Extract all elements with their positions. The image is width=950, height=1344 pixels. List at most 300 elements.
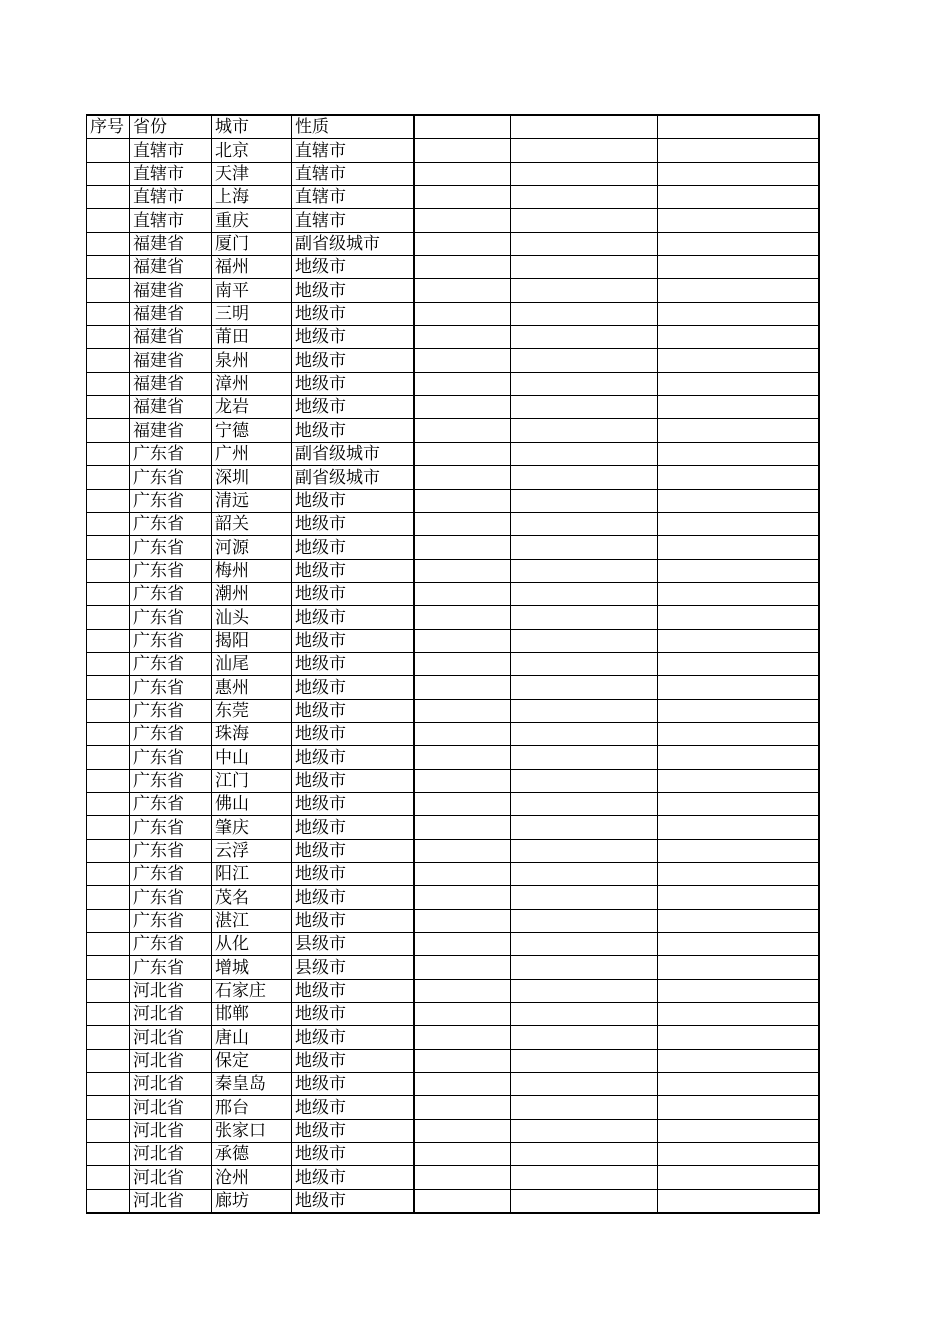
cell-province[interactable]: 福建省: [130, 372, 212, 395]
cell-index[interactable]: [87, 536, 130, 559]
cell-empty[interactable]: [658, 209, 819, 232]
cell-city[interactable]: 云浮: [212, 839, 292, 862]
cell-empty[interactable]: [511, 442, 658, 465]
cell-index[interactable]: [87, 466, 130, 489]
cell-empty[interactable]: [414, 886, 511, 909]
cell-province[interactable]: 河北省: [130, 1026, 212, 1049]
cell-empty[interactable]: [511, 816, 658, 839]
cell-empty[interactable]: [414, 863, 511, 886]
cell-empty[interactable]: [511, 746, 658, 769]
cell-type[interactable]: 性质: [292, 115, 414, 139]
cell-province[interactable]: 广东省: [130, 839, 212, 862]
cell-empty[interactable]: [414, 536, 511, 559]
cell-type[interactable]: 地级市: [292, 652, 414, 675]
cell-empty[interactable]: [511, 302, 658, 325]
cell-type[interactable]: 地级市: [292, 1096, 414, 1119]
cell-index[interactable]: [87, 676, 130, 699]
cell-empty[interactable]: [511, 933, 658, 956]
cell-province[interactable]: 直辖市: [130, 186, 212, 209]
cell-city[interactable]: 河源: [212, 536, 292, 559]
cell-empty[interactable]: [414, 1003, 511, 1026]
cell-empty[interactable]: [511, 1166, 658, 1189]
cell-empty[interactable]: [511, 536, 658, 559]
cell-empty[interactable]: [414, 1049, 511, 1072]
cell-empty[interactable]: [511, 863, 658, 886]
cell-empty[interactable]: [414, 466, 511, 489]
cell-empty[interactable]: [658, 1049, 819, 1072]
cell-empty[interactable]: [658, 1143, 819, 1166]
cell-index[interactable]: [87, 909, 130, 932]
cell-type[interactable]: 地级市: [292, 396, 414, 419]
cell-empty[interactable]: [414, 909, 511, 932]
cell-city[interactable]: 东莞: [212, 699, 292, 722]
cell-province[interactable]: 河北省: [130, 1049, 212, 1072]
cell-city[interactable]: 佛山: [212, 792, 292, 815]
cell-city[interactable]: 揭阳: [212, 629, 292, 652]
cell-empty[interactable]: [414, 1026, 511, 1049]
cell-empty[interactable]: [658, 466, 819, 489]
cell-type[interactable]: 副省级城市: [292, 466, 414, 489]
cell-empty[interactable]: [511, 1096, 658, 1119]
cell-province[interactable]: 广东省: [130, 699, 212, 722]
cell-type[interactable]: 地级市: [292, 512, 414, 535]
cell-city[interactable]: 邯郸: [212, 1003, 292, 1026]
cell-empty[interactable]: [414, 512, 511, 535]
cell-empty[interactable]: [414, 652, 511, 675]
cell-type[interactable]: 地级市: [292, 582, 414, 605]
cell-empty[interactable]: [414, 1189, 511, 1213]
cell-empty[interactable]: [414, 349, 511, 372]
cell-index[interactable]: [87, 839, 130, 862]
cell-empty[interactable]: [414, 372, 511, 395]
cell-index[interactable]: [87, 933, 130, 956]
cell-index[interactable]: [87, 1003, 130, 1026]
cell-city[interactable]: 阳江: [212, 863, 292, 886]
cell-type[interactable]: 地级市: [292, 349, 414, 372]
cell-province[interactable]: 河北省: [130, 1096, 212, 1119]
cell-empty[interactable]: [414, 1166, 511, 1189]
cell-empty[interactable]: [658, 839, 819, 862]
cell-province[interactable]: 广东省: [130, 652, 212, 675]
cell-index[interactable]: [87, 886, 130, 909]
cell-city[interactable]: 唐山: [212, 1026, 292, 1049]
cell-city[interactable]: 石家庄: [212, 979, 292, 1002]
cell-province[interactable]: 广东省: [130, 629, 212, 652]
cell-type[interactable]: 地级市: [292, 326, 414, 349]
cell-empty[interactable]: [511, 489, 658, 512]
cell-empty[interactable]: [511, 1119, 658, 1142]
cell-empty[interactable]: [658, 256, 819, 279]
cell-empty[interactable]: [658, 489, 819, 512]
cell-empty[interactable]: [511, 839, 658, 862]
cell-index[interactable]: [87, 1143, 130, 1166]
cell-province[interactable]: 福建省: [130, 326, 212, 349]
cell-index[interactable]: [87, 279, 130, 302]
cell-empty[interactable]: [511, 349, 658, 372]
cell-empty[interactable]: [511, 419, 658, 442]
cell-empty[interactable]: [414, 559, 511, 582]
cell-city[interactable]: 清远: [212, 489, 292, 512]
cell-empty[interactable]: [511, 676, 658, 699]
cell-province[interactable]: 河北省: [130, 1189, 212, 1213]
cell-index[interactable]: [87, 1096, 130, 1119]
cell-city[interactable]: 南平: [212, 279, 292, 302]
cell-empty[interactable]: [414, 956, 511, 979]
cell-empty[interactable]: [658, 139, 819, 162]
cell-city[interactable]: 张家口: [212, 1119, 292, 1142]
cell-empty[interactable]: [511, 1049, 658, 1072]
cell-empty[interactable]: [414, 769, 511, 792]
cell-city[interactable]: 茂名: [212, 886, 292, 909]
cell-city[interactable]: 城市: [212, 115, 292, 139]
cell-type[interactable]: 地级市: [292, 979, 414, 1002]
cell-empty[interactable]: [414, 209, 511, 232]
cell-empty[interactable]: [511, 629, 658, 652]
cell-province[interactable]: 广东省: [130, 489, 212, 512]
cell-empty[interactable]: [658, 722, 819, 745]
cell-type[interactable]: 地级市: [292, 816, 414, 839]
cell-city[interactable]: 潮州: [212, 582, 292, 605]
cell-index[interactable]: [87, 629, 130, 652]
cell-province[interactable]: 广东省: [130, 956, 212, 979]
cell-type[interactable]: 地级市: [292, 372, 414, 395]
cell-province[interactable]: 广东省: [130, 886, 212, 909]
cell-empty[interactable]: [658, 232, 819, 255]
cell-index[interactable]: [87, 1073, 130, 1096]
cell-empty[interactable]: [511, 1026, 658, 1049]
cell-index[interactable]: [87, 652, 130, 675]
cell-empty[interactable]: [511, 559, 658, 582]
cell-province[interactable]: 广东省: [130, 606, 212, 629]
cell-empty[interactable]: [511, 139, 658, 162]
cell-index[interactable]: [87, 256, 130, 279]
cell-empty[interactable]: [511, 769, 658, 792]
cell-type[interactable]: 地级市: [292, 629, 414, 652]
cell-empty[interactable]: [658, 792, 819, 815]
cell-type[interactable]: 地级市: [292, 909, 414, 932]
cell-city[interactable]: 江门: [212, 769, 292, 792]
cell-city[interactable]: 廊坊: [212, 1189, 292, 1213]
cell-empty[interactable]: [414, 722, 511, 745]
cell-empty[interactable]: [511, 699, 658, 722]
cell-empty[interactable]: [414, 676, 511, 699]
cell-empty[interactable]: [414, 419, 511, 442]
cell-city[interactable]: 肇庆: [212, 816, 292, 839]
cell-type[interactable]: 地级市: [292, 1119, 414, 1142]
cell-index[interactable]: [87, 512, 130, 535]
cell-empty[interactable]: [658, 606, 819, 629]
cell-index[interactable]: [87, 699, 130, 722]
cell-province[interactable]: 河北省: [130, 1119, 212, 1142]
cell-city[interactable]: 中山: [212, 746, 292, 769]
cell-city[interactable]: 三明: [212, 302, 292, 325]
cell-empty[interactable]: [511, 396, 658, 419]
cell-type[interactable]: 地级市: [292, 302, 414, 325]
cell-empty[interactable]: [511, 209, 658, 232]
cell-province[interactable]: 福建省: [130, 232, 212, 255]
cell-empty[interactable]: [414, 186, 511, 209]
cell-type[interactable]: 地级市: [292, 746, 414, 769]
cell-type[interactable]: 县级市: [292, 956, 414, 979]
cell-empty[interactable]: [414, 326, 511, 349]
cell-city[interactable]: 泉州: [212, 349, 292, 372]
cell-city[interactable]: 保定: [212, 1049, 292, 1072]
cell-index[interactable]: [87, 442, 130, 465]
cell-province[interactable]: 广东省: [130, 863, 212, 886]
cell-empty[interactable]: [511, 372, 658, 395]
cell-empty[interactable]: [511, 606, 658, 629]
cell-province[interactable]: 广东省: [130, 536, 212, 559]
cell-province[interactable]: 河北省: [130, 979, 212, 1002]
cell-empty[interactable]: [658, 302, 819, 325]
cell-type[interactable]: 地级市: [292, 559, 414, 582]
cell-index[interactable]: [87, 162, 130, 185]
cell-empty[interactable]: [414, 606, 511, 629]
cell-city[interactable]: 汕尾: [212, 652, 292, 675]
cell-empty[interactable]: [511, 162, 658, 185]
cell-city[interactable]: 邢台: [212, 1096, 292, 1119]
cell-type[interactable]: 地级市: [292, 839, 414, 862]
cell-city[interactable]: 厦门: [212, 232, 292, 255]
cell-index[interactable]: [87, 489, 130, 512]
cell-empty[interactable]: [658, 442, 819, 465]
cell-empty[interactable]: [414, 792, 511, 815]
cell-empty[interactable]: [658, 162, 819, 185]
cell-empty[interactable]: [414, 629, 511, 652]
cell-empty[interactable]: [511, 1003, 658, 1026]
cell-empty[interactable]: [511, 909, 658, 932]
cell-type[interactable]: 直辖市: [292, 186, 414, 209]
cell-empty[interactable]: [658, 536, 819, 559]
cell-empty[interactable]: [511, 512, 658, 535]
cell-type[interactable]: 地级市: [292, 863, 414, 886]
cell-index[interactable]: [87, 863, 130, 886]
cell-index[interactable]: [87, 396, 130, 419]
cell-empty[interactable]: [511, 1143, 658, 1166]
cell-province[interactable]: 福建省: [130, 419, 212, 442]
cell-city[interactable]: 龙岩: [212, 396, 292, 419]
cell-type[interactable]: 直辖市: [292, 209, 414, 232]
cell-empty[interactable]: [414, 582, 511, 605]
cell-empty[interactable]: [511, 232, 658, 255]
cell-empty[interactable]: [658, 582, 819, 605]
cell-type[interactable]: 地级市: [292, 536, 414, 559]
cell-type[interactable]: 地级市: [292, 606, 414, 629]
cell-index[interactable]: [87, 139, 130, 162]
cell-empty[interactable]: [658, 699, 819, 722]
cell-empty[interactable]: [658, 909, 819, 932]
cell-province[interactable]: 广东省: [130, 792, 212, 815]
cell-city[interactable]: 广州: [212, 442, 292, 465]
cell-province[interactable]: 广东省: [130, 746, 212, 769]
cell-province[interactable]: 福建省: [130, 279, 212, 302]
cell-province[interactable]: 广东省: [130, 582, 212, 605]
cell-empty[interactable]: [511, 466, 658, 489]
cell-empty[interactable]: [414, 489, 511, 512]
cell-empty[interactable]: [658, 372, 819, 395]
cell-empty[interactable]: [414, 139, 511, 162]
cell-empty[interactable]: [658, 396, 819, 419]
cell-empty[interactable]: [414, 396, 511, 419]
cell-type[interactable]: 地级市: [292, 256, 414, 279]
cell-type[interactable]: 地级市: [292, 1026, 414, 1049]
cell-index[interactable]: [87, 1026, 130, 1049]
cell-empty[interactable]: [658, 1096, 819, 1119]
cell-empty[interactable]: [414, 816, 511, 839]
cell-empty[interactable]: [658, 1026, 819, 1049]
cell-province[interactable]: 河北省: [130, 1143, 212, 1166]
cell-index[interactable]: [87, 792, 130, 815]
cell-city[interactable]: 宁德: [212, 419, 292, 442]
cell-empty[interactable]: [658, 419, 819, 442]
cell-type[interactable]: 地级市: [292, 1049, 414, 1072]
cell-city[interactable]: 上海: [212, 186, 292, 209]
cell-empty[interactable]: [414, 699, 511, 722]
cell-empty[interactable]: [414, 979, 511, 1002]
cell-type[interactable]: 副省级城市: [292, 232, 414, 255]
cell-city[interactable]: 珠海: [212, 722, 292, 745]
cell-index[interactable]: [87, 979, 130, 1002]
cell-province[interactable]: 广东省: [130, 769, 212, 792]
cell-empty[interactable]: [414, 1073, 511, 1096]
cell-province[interactable]: 福建省: [130, 256, 212, 279]
cell-index[interactable]: [87, 326, 130, 349]
cell-empty[interactable]: [511, 1073, 658, 1096]
cell-empty[interactable]: [658, 863, 819, 886]
cell-city[interactable]: 天津: [212, 162, 292, 185]
cell-province[interactable]: 广东省: [130, 816, 212, 839]
cell-province[interactable]: 广东省: [130, 722, 212, 745]
cell-type[interactable]: 地级市: [292, 1189, 414, 1213]
cell-empty[interactable]: [414, 839, 511, 862]
cell-city[interactable]: 惠州: [212, 676, 292, 699]
cell-empty[interactable]: [511, 979, 658, 1002]
cell-province[interactable]: 河北省: [130, 1073, 212, 1096]
cell-index[interactable]: [87, 582, 130, 605]
cell-index[interactable]: [87, 302, 130, 325]
cell-empty[interactable]: [658, 186, 819, 209]
cell-empty[interactable]: [658, 886, 819, 909]
cell-index[interactable]: [87, 722, 130, 745]
cell-province[interactable]: 福建省: [130, 349, 212, 372]
cell-index[interactable]: [87, 816, 130, 839]
cell-empty[interactable]: [658, 1189, 819, 1213]
cell-empty[interactable]: [658, 746, 819, 769]
cell-city[interactable]: 承德: [212, 1143, 292, 1166]
cell-province[interactable]: 广东省: [130, 442, 212, 465]
cell-empty[interactable]: [511, 186, 658, 209]
cell-type[interactable]: 地级市: [292, 1003, 414, 1026]
cell-type[interactable]: 地级市: [292, 419, 414, 442]
cell-type[interactable]: 直辖市: [292, 162, 414, 185]
cell-empty[interactable]: [414, 1143, 511, 1166]
cell-type[interactable]: 副省级城市: [292, 442, 414, 465]
cell-empty[interactable]: [658, 1073, 819, 1096]
cell-empty[interactable]: [658, 769, 819, 792]
cell-city[interactable]: 沧州: [212, 1166, 292, 1189]
cell-index[interactable]: [87, 349, 130, 372]
cell-province[interactable]: 直辖市: [130, 139, 212, 162]
cell-empty[interactable]: [511, 326, 658, 349]
cell-empty[interactable]: [511, 256, 658, 279]
cell-type[interactable]: 地级市: [292, 1166, 414, 1189]
cell-index[interactable]: [87, 1189, 130, 1213]
cell-city[interactable]: 韶关: [212, 512, 292, 535]
cell-city[interactable]: 梅州: [212, 559, 292, 582]
cell-type[interactable]: 地级市: [292, 792, 414, 815]
cell-empty[interactable]: [414, 933, 511, 956]
cell-city[interactable]: 汕头: [212, 606, 292, 629]
cell-type[interactable]: 地级市: [292, 1143, 414, 1166]
cell-empty[interactable]: [658, 816, 819, 839]
cell-province[interactable]: 省份: [130, 115, 212, 139]
cell-empty[interactable]: [658, 559, 819, 582]
cell-province[interactable]: 河北省: [130, 1166, 212, 1189]
cell-empty[interactable]: [658, 956, 819, 979]
cell-city[interactable]: 福州: [212, 256, 292, 279]
cell-province[interactable]: 广东省: [130, 466, 212, 489]
cell-province[interactable]: 直辖市: [130, 162, 212, 185]
cell-empty[interactable]: [414, 162, 511, 185]
cell-index[interactable]: [87, 746, 130, 769]
cell-province[interactable]: 直辖市: [130, 209, 212, 232]
cell-empty[interactable]: [414, 302, 511, 325]
cell-city[interactable]: 莆田: [212, 326, 292, 349]
cell-province[interactable]: 河北省: [130, 1003, 212, 1026]
cell-city[interactable]: 深圳: [212, 466, 292, 489]
cell-empty[interactable]: [511, 279, 658, 302]
cell-empty[interactable]: [658, 676, 819, 699]
cell-city[interactable]: 湛江: [212, 909, 292, 932]
cell-empty[interactable]: [511, 792, 658, 815]
cell-empty[interactable]: [414, 442, 511, 465]
cell-empty[interactable]: [658, 512, 819, 535]
cell-type[interactable]: 地级市: [292, 1073, 414, 1096]
cell-city[interactable]: 增城: [212, 956, 292, 979]
cell-index[interactable]: 序号: [87, 115, 130, 139]
cell-province[interactable]: 福建省: [130, 302, 212, 325]
cell-empty[interactable]: [414, 746, 511, 769]
cell-type[interactable]: 地级市: [292, 769, 414, 792]
cell-empty[interactable]: [414, 279, 511, 302]
cell-city[interactable]: 重庆: [212, 209, 292, 232]
cell-index[interactable]: [87, 769, 130, 792]
cell-type[interactable]: 地级市: [292, 676, 414, 699]
cell-index[interactable]: [87, 419, 130, 442]
cell-province[interactable]: 福建省: [130, 396, 212, 419]
cell-empty[interactable]: [658, 279, 819, 302]
cell-province[interactable]: 广东省: [130, 676, 212, 699]
cell-province[interactable]: 广东省: [130, 559, 212, 582]
cell-index[interactable]: [87, 559, 130, 582]
cell-empty[interactable]: [511, 722, 658, 745]
cell-empty[interactable]: [511, 1189, 658, 1213]
cell-type[interactable]: 县级市: [292, 933, 414, 956]
cell-empty[interactable]: [658, 629, 819, 652]
cell-province[interactable]: 广东省: [130, 512, 212, 535]
cell-type[interactable]: 地级市: [292, 489, 414, 512]
cell-index[interactable]: [87, 186, 130, 209]
cell-index[interactable]: [87, 232, 130, 255]
cell-empty[interactable]: [658, 349, 819, 372]
cell-empty[interactable]: [658, 1166, 819, 1189]
cell-type[interactable]: 地级市: [292, 699, 414, 722]
cell-empty[interactable]: [414, 115, 511, 139]
cell-province[interactable]: 广东省: [130, 909, 212, 932]
cell-type[interactable]: 地级市: [292, 722, 414, 745]
cell-city[interactable]: 秦皇岛: [212, 1073, 292, 1096]
cell-index[interactable]: [87, 372, 130, 395]
